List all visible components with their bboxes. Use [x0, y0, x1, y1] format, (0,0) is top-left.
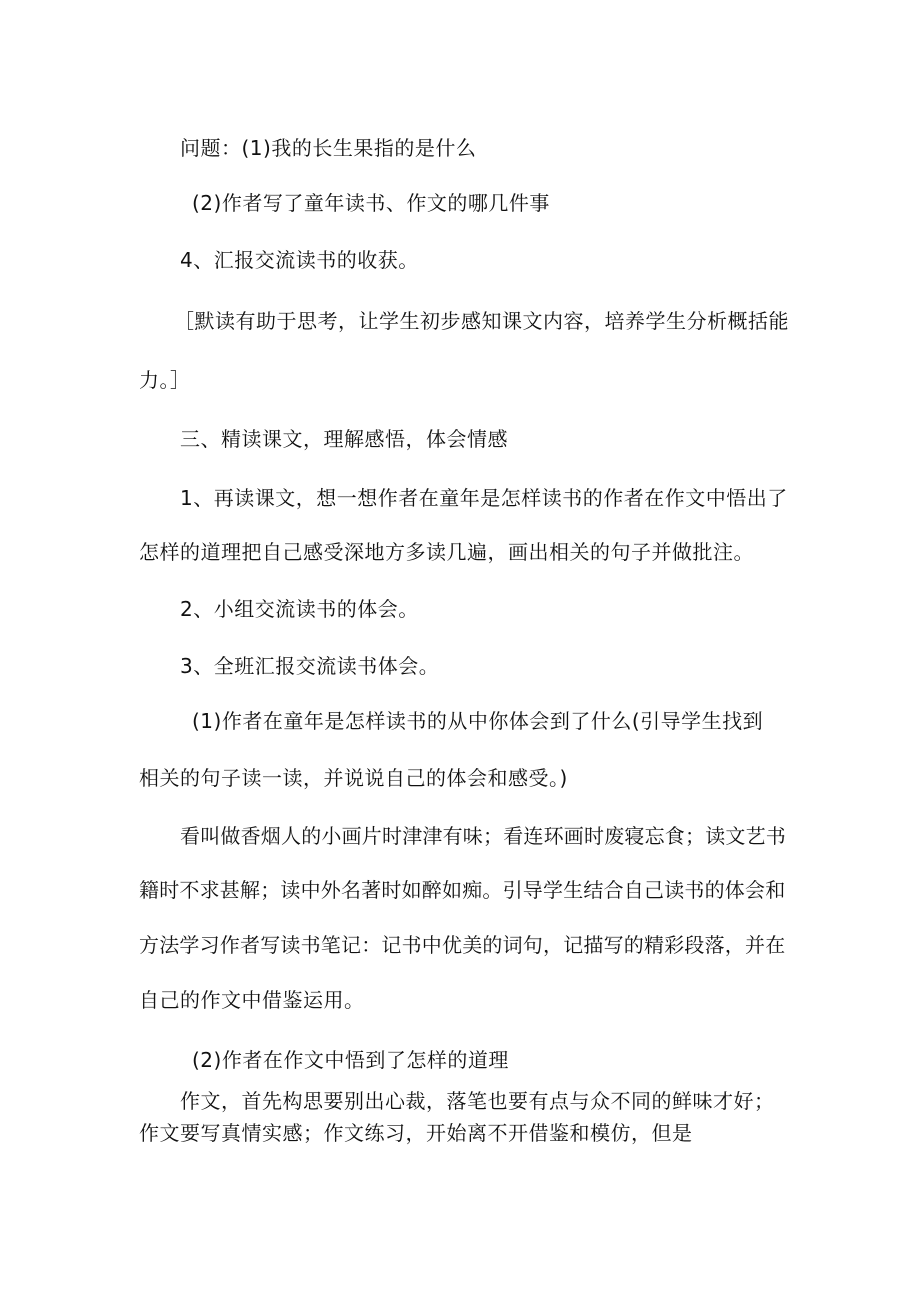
paragraph-line-3: 方法学习作者写读书笔记：记书中优美的词句，记描写的精彩段落，并在 — [139, 933, 786, 957]
subquestion-1-line-1: (1)作者在童年是怎样读书的从中你体会到了什么(引导学生找到 — [192, 709, 764, 733]
section-3-heading: 三、精读课文，理解感悟，体会情感 — [180, 427, 508, 451]
paragraph-line-1: 看叫做香烟人的小画片时津津有味；看连环画时废寝忘食；读文艺书 — [180, 824, 786, 848]
paragraph-line-2: 籍时不求甚解；读中外名著时如醉如痴。引导学生结合自己读书的体会和 — [139, 878, 786, 902]
paragraph-line-4: 自己的作文中借鉴运用。 — [139, 988, 365, 1012]
step-2-line: 2、小组交流读书的体会。 — [180, 597, 419, 621]
step-1-line-2: 怎样的道理把自己感受深地方多读几遍，画出相关的句子并做批注。 — [139, 540, 754, 564]
step-3-line: 3、全班汇报交流读书体会。 — [180, 654, 440, 678]
subquestion-1-line-2: 相关的句子读一读，并说说自己的体会和感受。) — [139, 766, 568, 790]
question-line: 问题：(1)我的长生果指的是什么 — [180, 136, 477, 160]
composition-line-1: 作文，首先构思要别出心裁，落笔也要有点与众不同的鲜味才好； — [180, 1089, 775, 1113]
question-2-line: (2)作者写了童年读书、作文的哪几件事 — [192, 191, 550, 215]
note-line-1: ［默读有助于思考，让学生初步感知课文内容，培养学生分析概括能 — [174, 309, 789, 333]
step-1-line-1: 1、再读课文，想一想作者在童年是怎样读书的作者在作文中悟出了 — [180, 486, 788, 510]
subquestion-2-line: (2)作者在作文中悟到了怎样的道理 — [192, 1048, 509, 1072]
note-line-2: 力。］ — [139, 368, 191, 392]
step-4-line: 4、汇报交流读书的收获。 — [180, 248, 419, 272]
composition-line-2: 作文要写真情实感；作文练习，开始离不开借鉴和模仿，但是 — [139, 1121, 693, 1145]
